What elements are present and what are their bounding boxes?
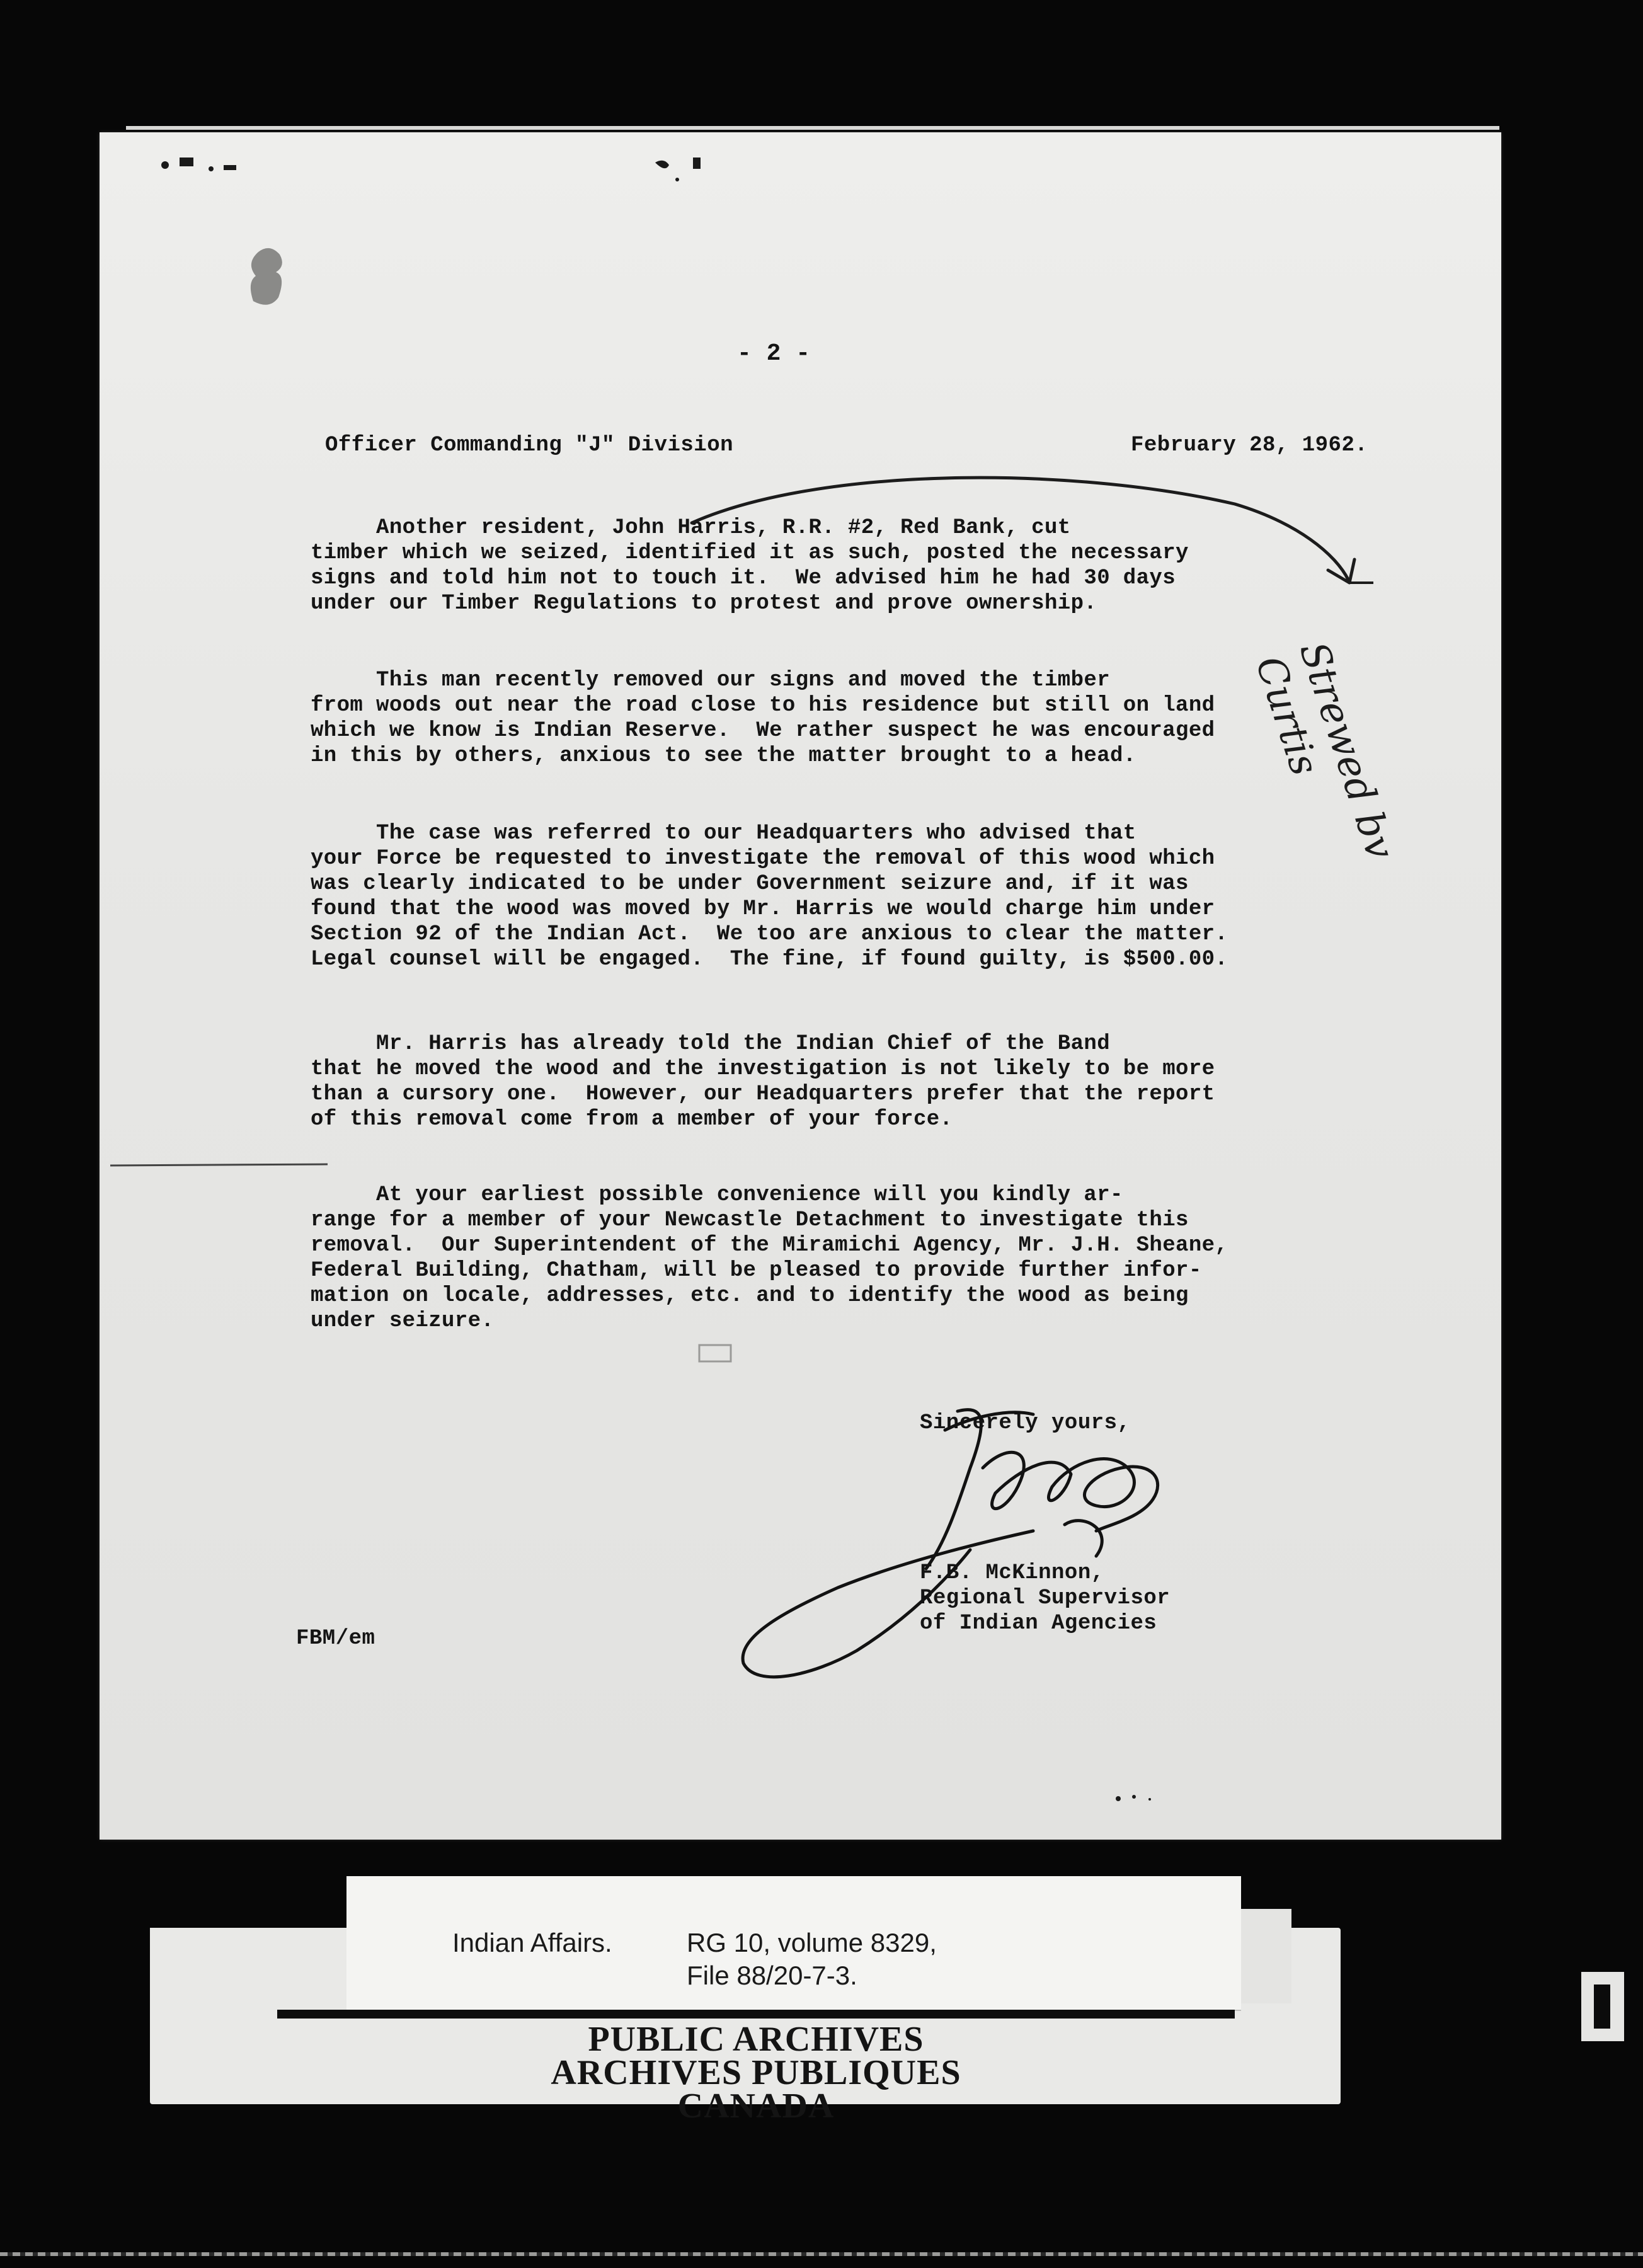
archive-label-tab xyxy=(150,1928,276,2010)
text-line: was clearly indicated to be under Government seizure and, if it was xyxy=(311,872,1189,896)
text-line: This man recently removed our signs and moved the timber xyxy=(311,668,1111,692)
signatory-title: Regional Supervisor xyxy=(920,1586,1171,1610)
text-line: in this by others, anxious to see the matter brought to a head. xyxy=(311,744,1136,768)
text-line: under our Timber Regulations to protest and prove ownership. xyxy=(311,592,1097,616)
text-line: than a cursory one. However, our Headquarters prefer that the report xyxy=(311,1082,1215,1106)
archive-stamp-line: PUBLIC ARCHIVES xyxy=(588,2020,924,2059)
letter-page xyxy=(100,132,1501,1840)
paragraph xyxy=(311,515,1407,616)
text-line: which we know is Indian Reserve. We rather suspect he was encouraged xyxy=(311,719,1215,743)
text-line: found that the wood was moved by Mr. Harris we would charge him under xyxy=(311,897,1215,921)
text-line: removal. Our Superintendent of the Miramichi Agency, Mr. J.H. Sheane, xyxy=(311,1234,1228,1257)
signatory-name: F.B. McKinnon, xyxy=(920,1561,1104,1585)
text-line: timber which we seized, identified it as such, posted the necessary xyxy=(311,541,1189,565)
film-perforation-strip xyxy=(0,2252,1643,2256)
text-line: under seizure. xyxy=(311,1309,495,1333)
closing-salutation: Sincerely yours, xyxy=(920,1411,1131,1435)
handwritten-margin-note: Strewed bv Curtis xyxy=(1247,636,1404,865)
archive-stamp-line: ARCHIVES PUBLIQUES xyxy=(551,2053,961,2092)
paragraph xyxy=(311,1031,1407,1132)
paragraph xyxy=(311,821,1407,972)
text-line: Legal counsel will be engaged. The fine, if found guilty, is $500.00. xyxy=(311,948,1228,971)
text-line: Mr. Harris has already told the Indian Chief of the Band xyxy=(311,1032,1111,1056)
paragraph xyxy=(311,1183,1407,1334)
archive-organization: Indian Affairs. xyxy=(452,1928,612,1957)
letter-date: February 28, 1962. xyxy=(1131,433,1368,457)
text-line: Another resident, John Harris, R.R. #2, Red Bank, cut xyxy=(311,516,1071,540)
signatory-title-2: of Indian Agencies xyxy=(920,1612,1157,1635)
recipient-line: Officer Commanding "J" Division xyxy=(325,433,734,457)
label-divider xyxy=(277,2010,1235,2019)
text-line: mation on locale, addresses, etc. and to identify the wood as being xyxy=(311,1284,1189,1308)
archive-label-tab xyxy=(1235,1909,1291,2003)
text-line: that he moved the wood and the investigation is not likely to be more xyxy=(311,1057,1215,1081)
text-line: Federal Building, Chatham, will be pleased to provide further infor- xyxy=(311,1259,1202,1283)
text-line: range for a member of your Newcastle Detachment to investigate this xyxy=(311,1208,1189,1232)
archive-stamp-line: CANADA xyxy=(677,2087,835,2126)
text-line: The case was referred to our Headquarters who advised that xyxy=(311,822,1136,845)
text-line: from woods out near the road close to his residence but still on land xyxy=(311,694,1215,718)
film-edge-marker-hole xyxy=(1594,1984,1610,2029)
text-line: At your earliest possible convenience will you kindly ar- xyxy=(311,1183,1123,1207)
text-line: your Force be requested to investigate the removal of this wood which xyxy=(311,847,1215,871)
sheet-top-edge xyxy=(126,126,1499,130)
page-number: - 2 - xyxy=(737,340,811,367)
text-line: of this removal come from a member of your force. xyxy=(311,1108,953,1131)
archive-file-number: File 88/20-7-3. xyxy=(687,1961,857,1990)
paragraph xyxy=(311,668,1407,769)
text-line: signs and told him not to touch it. We advised him he had 30 days xyxy=(311,566,1176,590)
typist-initials: FBM/em xyxy=(296,1627,375,1651)
text-line: Section 92 of the Indian Act. We too are anxious to clear the matter. xyxy=(311,922,1228,946)
archive-reference: RG 10, volume 8329, xyxy=(687,1928,937,1957)
